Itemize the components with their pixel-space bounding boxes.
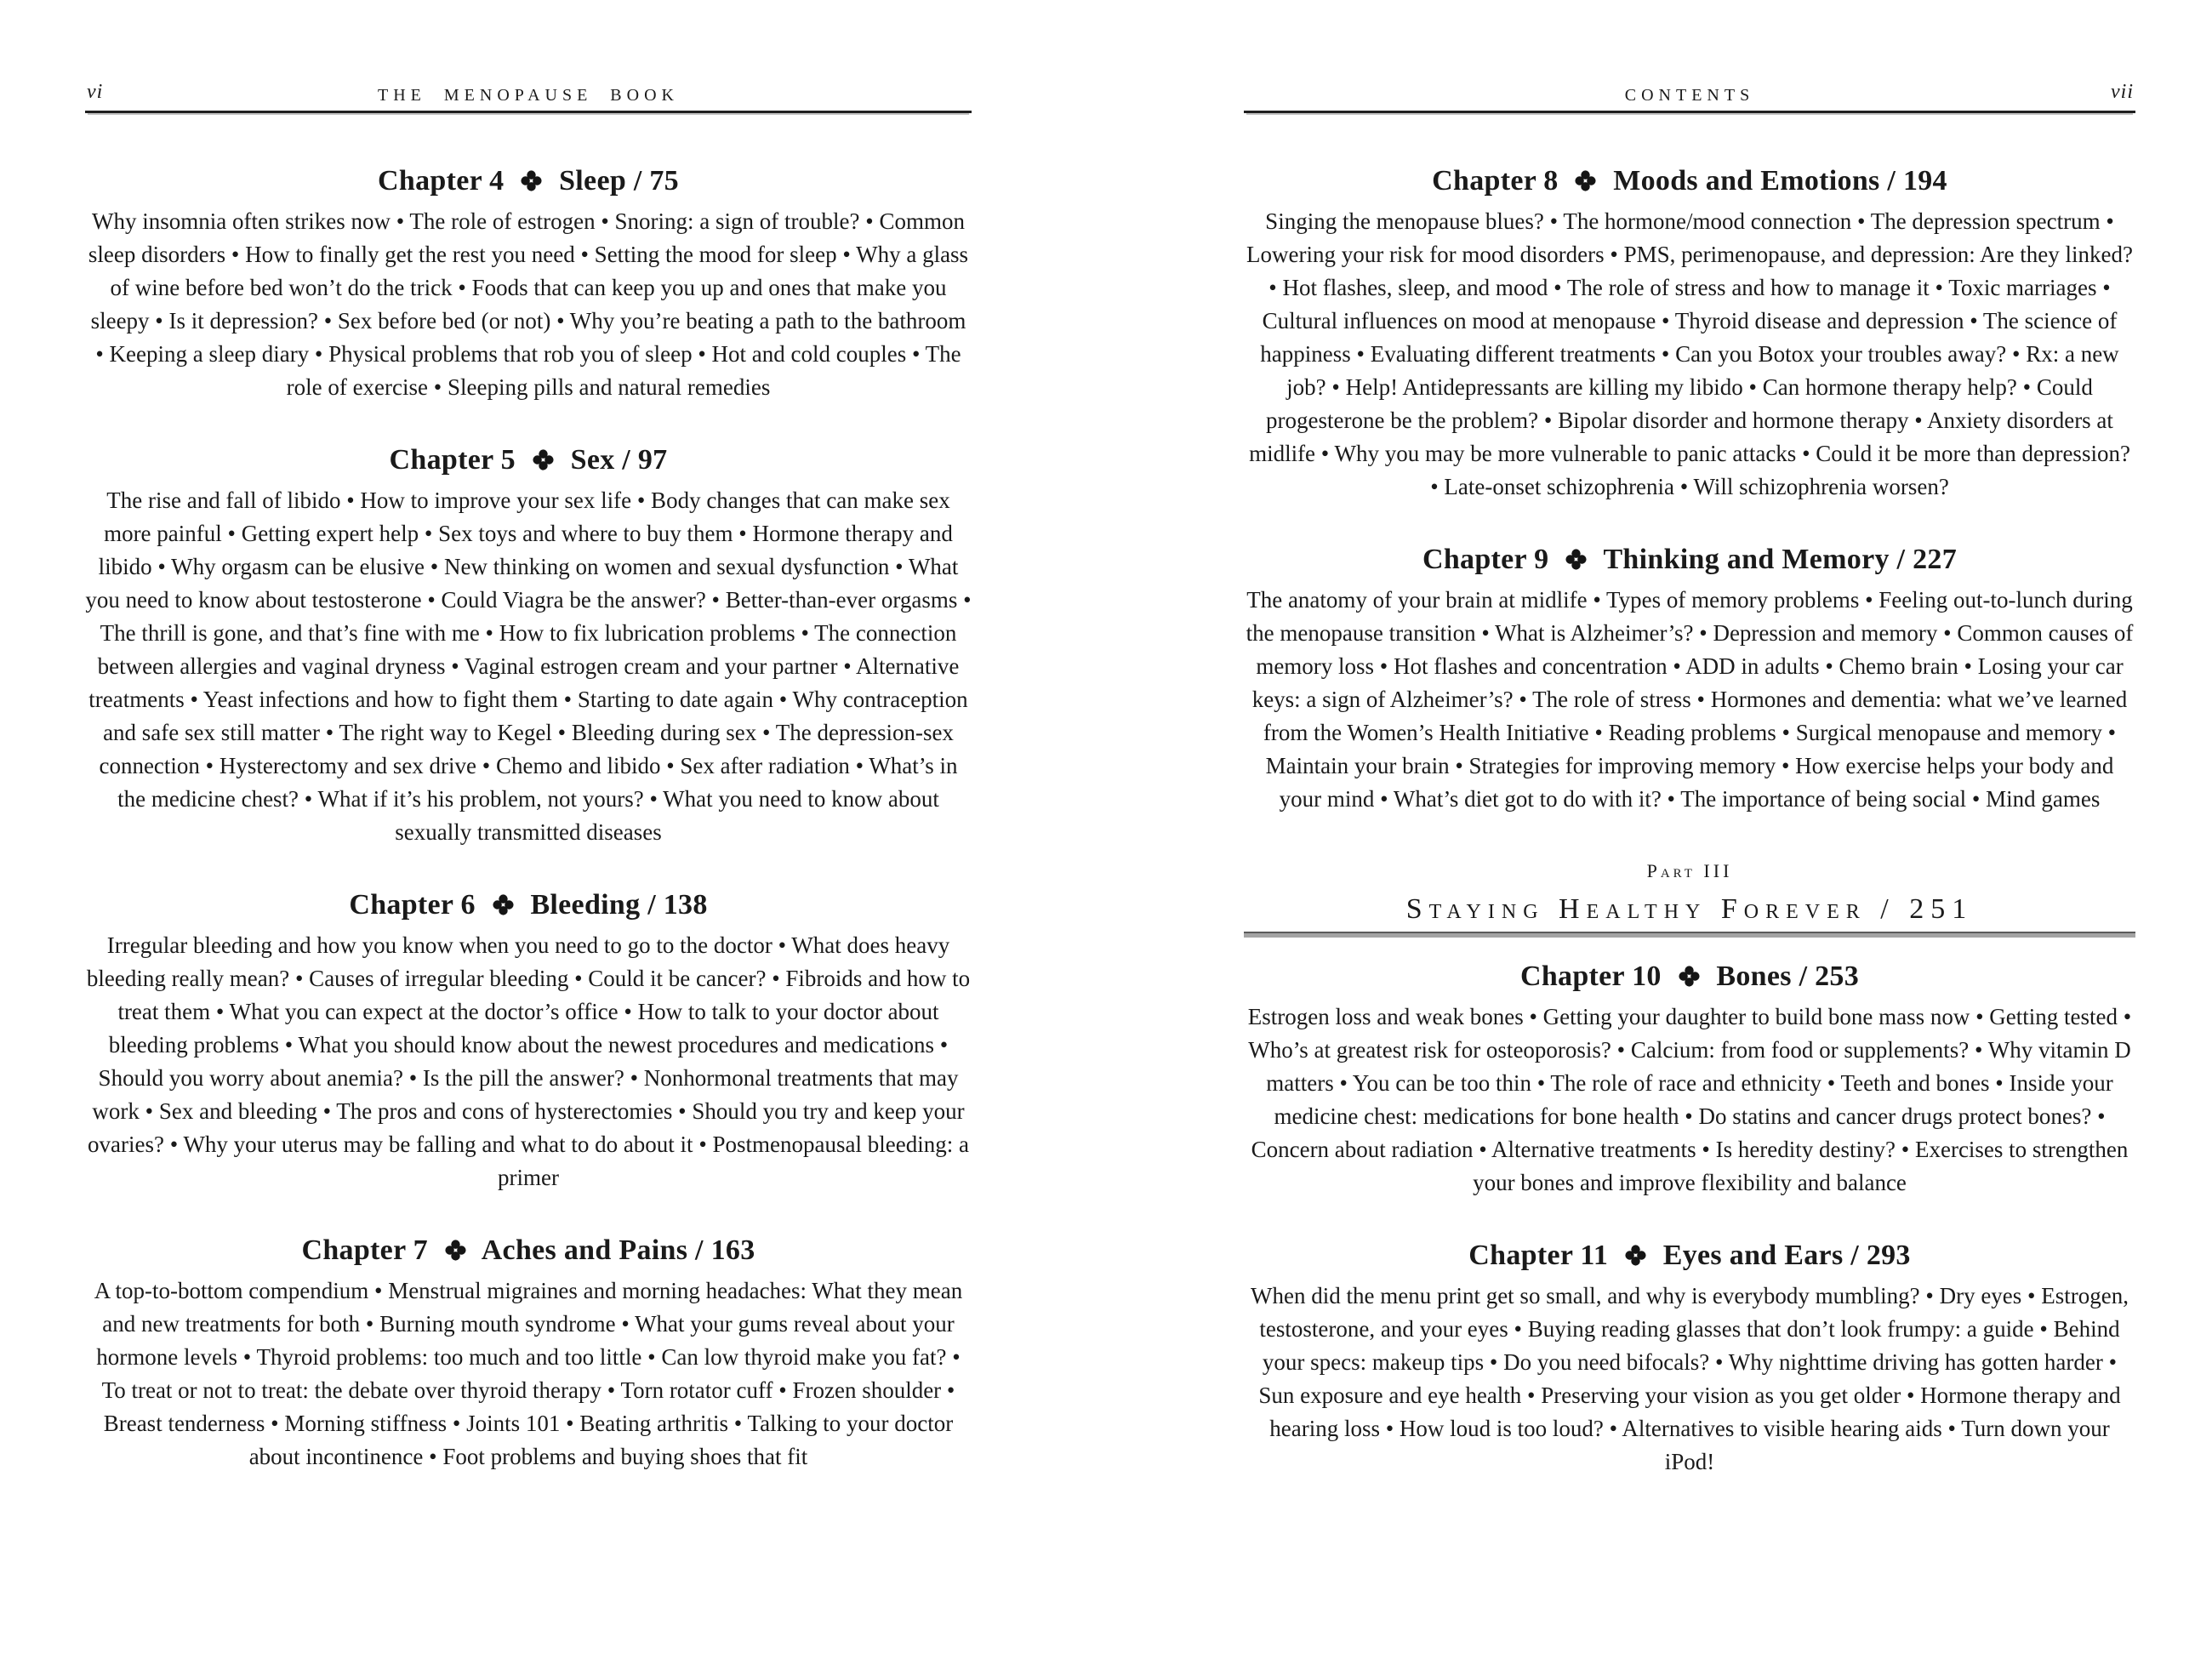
chapter-heading	[85, 443, 972, 477]
chapter-topics: Singing the menopause blues? • The hormone/mood connection • The depression spectrum • Lowering your risk for mood disorders • PMS, perimenopause, and depression: Are they linked? • Hot flashes, sleep, and mood • The role of stress and how to manage it • Toxic marriages • Cultural influences on mood at menopause • Thyroid disease and depression • The science of happiness • Evaluating different treatments • Can you Botox your troubles away? • Rx: a new job? • Help! Antidepressants are killing my libido • Can hormone therapy help? • Could progesterone be the problem? • Bipolar disorder and hormone therapy • Anxiety disorders at midlife • Why you may be more vulnerable to panic attacks • Could it be more than depression? • Late-onset schizophrenia • Will schizophrenia worsen?	[1246, 208, 2133, 499]
chapter-number: Chapter 4	[378, 165, 505, 197]
part-label: Part III	[1646, 860, 1733, 881]
toc-chapter-entry	[1244, 543, 2135, 816]
chapter-heading	[1244, 1239, 2135, 1273]
chapter-heading	[1244, 960, 2135, 994]
chapter-title-and-page: Bleeding / 138	[530, 889, 708, 921]
chapter-heading	[1244, 164, 2135, 198]
part-rule	[1244, 932, 2135, 938]
chapter-topics: The rise and fall of libido • How to improve your sex life • Body changes that can make sex more painful • Getting expert help • Sex toys and where to buy them • Hormone therapy and libido • Why orgasm can be elusive • New thinking on women and sexual dysfunction • What you need to know about testosterone • Could Viagra be the answer? • Better-than-ever orgasms • The thrill is gone, and that’s fine with me • How to fix lubrication problems • The connection between allergies and vaginal dryness • Vaginal estrogen cream and your partner • Alternative treatments • Yeast infections and how to fight them • Starting to date again • Why contraception and safe sex still matter • The right way to Kegel • Bleeding during sex • The depression-sex connection • Hysterectomy and sex drive • Chemo and libido • Sex after radiation • What’s in the medicine chest? • What if it’s his problem, not yours? • What you need to know about sexually transmitted diseases	[85, 487, 972, 845]
toc-chapter-entry	[1244, 960, 2135, 1200]
chapter-number: Chapter 6	[349, 889, 476, 921]
toc-chapter-entry	[85, 164, 972, 404]
toc-chapter-entry	[85, 888, 972, 1194]
chapter-title-and-page: Thinking and Memory / 227	[1603, 544, 1958, 575]
chapter-title-and-page: Sex / 97	[570, 444, 668, 476]
toc-chapter-entry	[1244, 164, 2135, 504]
chapter-topics: Estrogen loss and weak bones • Getting your daughter to build bone mass now • Getting tested • Who’s at greatest risk for osteoporosis? • Calcium: from food or supplements? • Why vitamin D matters • You can be too thin • The role of race and ethnicity • Teeth and bones • Inside your medicine chest: medications for bone health • Do statins and cancer drugs protect bones? • Concern about radiation • Alternative treatments • Is heredity destiny? • Exercises to strengthen your bones and improve flexibility and balance	[1247, 1004, 2132, 1195]
part-divider	[1244, 860, 2135, 938]
toc-chapter-entry	[85, 443, 972, 849]
chapter-heading	[85, 1234, 972, 1268]
chapter-number: Chapter 8	[1432, 165, 1559, 197]
folio-left: vi	[87, 81, 104, 103]
chapter-heading	[1244, 543, 2135, 577]
toc-chapter-entry	[85, 1234, 972, 1474]
chapter-number: Chapter 11	[1468, 1240, 1609, 1271]
chapter-number: Chapter 7	[301, 1234, 428, 1266]
chapter-number: Chapter 5	[389, 444, 516, 476]
four-petal-fleuron-icon	[533, 449, 554, 470]
four-petal-fleuron-icon	[521, 170, 542, 191]
chapter-topics: Why insomnia often strikes now • The role of estrogen • Snoring: a sign of trouble? • Common sleep disorders • How to finally get the rest you need • Setting the mood for sleep • Why a glass of wine before bed won’t do the trick • Foods that can keep you up and ones that make you sleepy • Is it depression? • Sex before bed (or not) • Why you’re beating a path to the bathroom • Keeping a sleep diary • Physical problems that rob you of sleep • Hot and cold couples • The role of exercise • Sleeping pills and natural remedies	[88, 208, 969, 400]
folio-right: vii	[2111, 81, 2134, 103]
four-petal-fleuron-icon	[445, 1240, 466, 1261]
running-head-right: CONTENTS	[1624, 86, 1755, 105]
toc-chapter-entry	[1244, 1239, 2135, 1479]
four-petal-fleuron-icon	[1575, 170, 1596, 191]
chapter-title-and-page: Aches and Pains / 163	[481, 1234, 755, 1266]
part-title-and-page: Staying Healthy Forever / 251	[1405, 893, 1974, 925]
page-header-right	[1244, 0, 2135, 113]
page-header-left	[85, 0, 972, 113]
page-left	[85, 0, 972, 1474]
chapter-title-and-page: Eyes and Ears / 293	[1662, 1240, 1911, 1271]
page-right	[1244, 0, 2135, 1479]
chapter-topics: A top-to-bottom compendium • Menstrual migraines and morning headaches: What they mean and new treatments for both • Burning mouth syndrome • What your gums reveal about your hormone levels • Thyroid problems: too much and too little • Can low thyroid make you fat? • To treat or not to treat: the debate over thyroid therapy • Torn rotator cuff • Frozen shoulder • Breast tenderness • Morning stiffness • Joints 101 • Beating arthritis • Talking to your doctor about incontinence • Foot problems and buying shoes that fit	[94, 1278, 963, 1469]
chapter-title-and-page: Bones / 253	[1716, 961, 1860, 992]
chapter-heading	[85, 164, 972, 198]
chapter-topics: The anatomy of your brain at midlife • Types of memory problems • Feeling out-to-lunch during the menopause transition • What is Alzheimer’s? • Depression and memory • Common causes of memory loss • Hot flashes and concentration • ADD in adults • Chemo brain • Losing your car keys: a sign of Alzheimer’s? • The role of stress • Hormones and dementia: what we’ve learned from the Women’s Health Initiative • Reading problems • Surgical menopause and memory • Maintain your brain • Strategies for improving memory • How exercise helps your body and your mind • What’s diet got to do with it? • The importance of being social • Mind games	[1246, 587, 2134, 812]
chapter-topics: Irregular bleeding and how you know when you need to go to the doctor • What does heavy bleeding really mean? • Causes of irregular bleeding • Could it be cancer? • Fibroids and how to treat them • What you can expect at the doctor’s office • How to talk to your doctor about bleeding problems • What you should know about the newest procedures and medications • Should you worry about anemia? • Is the pill the answer? • Nonhormonal treatments that may work • Sex and bleeding • The pros and cons of hysterectomies • Should you try and keep your ovaries? • Why your uterus may be falling and what to do about it • Postmenopausal bleeding: a primer	[86, 932, 971, 1190]
running-head-left: THE MENOPAUSE BOOK	[378, 86, 679, 105]
page-body-right	[1244, 113, 2135, 1479]
four-petal-fleuron-icon	[1625, 1245, 1646, 1266]
chapter-heading	[85, 888, 972, 922]
chapter-number: Chapter 10	[1519, 961, 1662, 992]
chapter-number: Chapter 9	[1422, 544, 1549, 575]
chapter-topics: When did the menu print get so small, and why is everybody mumbling? • Dry eyes • Estrogen, testosterone, and your eyes • Buying reading glasses that don’t look frumpy: a guide • Behind your specs: makeup tips • Do you need bifocals? • Why nighttime driving has gotten harder • Sun exposure and eye health • Preserving your vision as you get older • Hormone therapy and hearing loss • How loud is too loud? • Alternatives to visible hearing aids • Turn down your iPod!	[1251, 1283, 2129, 1474]
chapter-title-and-page: Sleep / 75	[559, 165, 679, 197]
four-petal-fleuron-icon	[1679, 966, 1700, 987]
four-petal-fleuron-icon	[493, 894, 514, 915]
chapter-title-and-page: Moods and Emotions / 194	[1613, 165, 1947, 197]
four-petal-fleuron-icon	[1565, 549, 1587, 570]
page-body-left	[85, 113, 972, 1474]
